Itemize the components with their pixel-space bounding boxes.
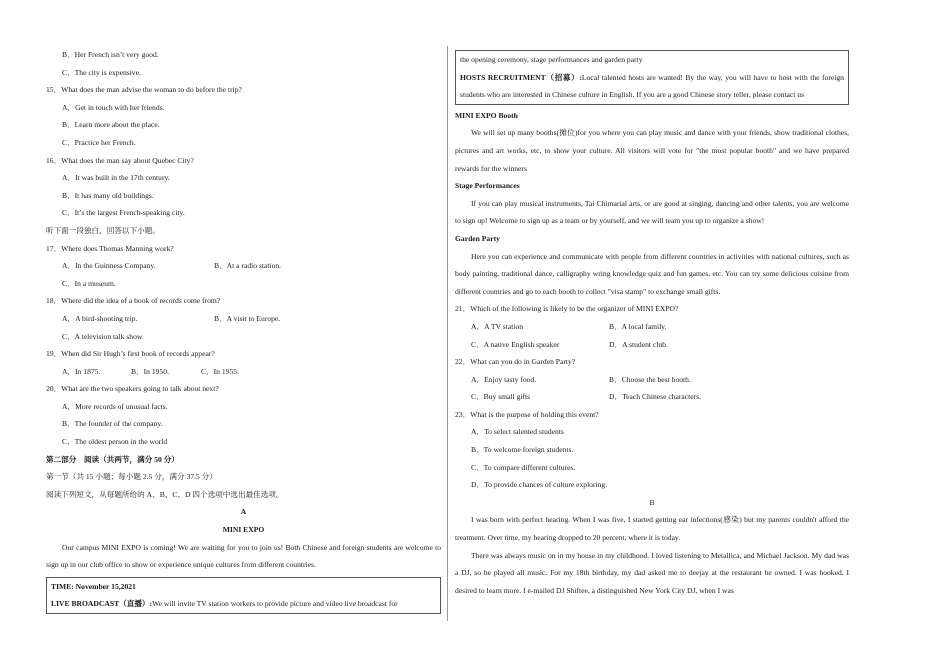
q22-option-a: A．Enjoy tasty food. — [471, 374, 537, 384]
q19-option-c: C．In 1955. — [201, 366, 239, 376]
hosts-text: Local talented hosts are wanted! By the way, you will have to host with the foreign students who are interested in Chinese culture in English. If you are a good Chinese story teller, please contact us — [460, 72, 844, 100]
passage-a-title: MINI EXPO — [222, 525, 265, 535]
monologue-instruction: 听下面一段独白，回答以下小题。 — [46, 225, 160, 235]
q17-option-c: C．In a museum. — [62, 278, 116, 288]
box-time: TIME: November 15,2021 — [51, 581, 136, 591]
passage-b-paragraph-1: I was born with perfect hearing. When I was five, I started getting ear infections(感染) but my parents couldn't afford the treatment. Over time, my hearing dropped to 20 percent, where it is today. — [455, 515, 849, 543]
q23-option-c: C．To compare different cultures. — [471, 462, 576, 472]
box-continuation: the opening ceremony, stage performances and garden party — [460, 55, 643, 64]
q19-option-a: A．In 1875. — [62, 366, 101, 376]
booth-text: We will set up many booths(摊位)for you where you can play music and dance with your friends, show traditional clothes, pictures and art works, etc, to show your culture. All visitors will vote for "the most popular booth" and we have prepared rewards for the winners — [455, 128, 849, 173]
q17-option-a: A．In the Guinness Company. — [62, 261, 156, 271]
section1-title: 第一节（共 15 小题；每小题 2.5 分，满分 37.5 分） — [46, 472, 217, 482]
stage-text: If you can play musical instruments, Tai Chimarial arts, or are good at singing, dancing and other talents, you are welcome to sign up! Welcome to sign up as a team or by yourself, and we will team you up to organize a show! — [455, 198, 849, 226]
q16-option-a: A．It was built in the 17th century. — [62, 173, 170, 183]
passage-b-paragraph-2: There was always music on in my house in my childhood. I loved listening to Metallica, and Michael Jackson. My dad was a DJ, so he played all music. For my 18th birthday, my dad asked me to deejay at the restaurant he owned. I was hooked. I desired to learn more. I e-mailed DJ Shiftee, a distinguished New York City DJ, when I was — [455, 550, 849, 595]
passage-a-intro: Our campus MINI EXPO is coming! We are waiting for you to join us! Both Chinese and foreign students are welcome to sign up in our club office to show or experience unique cultures from different countries. — [46, 542, 441, 570]
garden-heading: Garden Party — [455, 233, 500, 243]
box-live-label: LIVE BROADCAST（直播）: — [51, 599, 153, 609]
q21-options-row1 — [455, 318, 849, 336]
column-divider — [447, 46, 448, 621]
passage-a-letter: A — [240, 507, 247, 517]
q16-question: 16．What does the man say about Quebec City? — [46, 155, 194, 165]
q14-option-c: C．The city is expensive. — [62, 67, 141, 77]
q18-option-b: B．A visit to Europe. — [214, 313, 281, 323]
q17-option-b: B．At a radio station. — [214, 261, 282, 271]
passage-b-letter: B — [649, 497, 655, 507]
q22-option-c: C．Buy small gifts — [471, 392, 531, 402]
right-column — [455, 46, 849, 599]
garden-text: Here you can experience and communicate with people from different countries in activities with national cultures, such as body painting, traditional dance, calligraphy wring knowledge quiz and fun games, etc. You can try some delicious cuisine from different countries and go to each booth to collect "visa stamp" to exchange small gifts. — [455, 251, 849, 296]
q21-option-c: C．A native English speaker — [471, 339, 560, 349]
q20-option-a: A．More records of unusual facts. — [62, 401, 168, 411]
q15-question: 15．What does the man advise the woman to do before the trip? — [46, 85, 242, 95]
q21-question: 21．Which of the following is likely to be the organizer of MINI EXPO? — [455, 304, 679, 314]
q18-option-c: C．A television talk show. — [62, 331, 144, 341]
q18-question: 18．Where did the idea of a book of records come from? — [46, 296, 221, 306]
q22-options-row1 — [455, 371, 849, 389]
q18-option-a: A．A bird-shooting trip. — [62, 313, 138, 323]
q21-options-row2 — [455, 336, 849, 354]
q23-option-a: A．To select talented students — [471, 427, 564, 437]
q20-option-c: C．The oldest person in the world — [62, 437, 168, 447]
q16-option-c: C．It’s the largest French-speaking city. — [62, 208, 185, 218]
left-column — [46, 46, 441, 614]
q21-option-a: A．A TV station — [471, 321, 524, 331]
q21-option-b: B．A local family. — [609, 321, 667, 331]
q23-option-d: D．To provide chances of culture exploring. — [471, 480, 608, 490]
q22-question: 22．What can you do in Garden Party? — [455, 357, 576, 367]
info-box-left — [46, 577, 441, 614]
q20-question: 20．What are the two speakers going to talk about next? — [46, 384, 219, 394]
hosts-label: HOSTS RECRUITMENT（招募）: — [460, 72, 582, 82]
q15-option-c: C．Practice her French. — [62, 137, 136, 147]
reading-instruction: 阅读下列短文，从每题所给的 A、B、C、D 四个选项中选出最佳选项。 — [46, 489, 284, 499]
q18-options-row — [46, 310, 441, 328]
q15-option-a: A．Get in touch with her friends. — [62, 102, 165, 112]
q19-option-b: B．In 1950. — [131, 366, 169, 376]
hosts-recruitment — [460, 69, 844, 104]
booth-heading: MINI EXPO Booth — [455, 110, 518, 120]
q23-question: 23．What is the purpose of holding this event? — [455, 409, 599, 419]
info-box-right — [455, 50, 849, 105]
q16-option-b: B．It has many old buildings. — [62, 190, 154, 200]
q22-option-d: D．Teach Chinese characters. — [609, 392, 702, 402]
q22-options-row2 — [455, 388, 849, 406]
stage-heading: Stage Performances — [455, 181, 520, 191]
q17-question: 17．Where does Thomas Manning work? — [46, 243, 174, 253]
q21-option-d: D．A student club. — [609, 339, 668, 349]
q19-question: 19．When did Sir Hugh’s first book of records appear? — [46, 349, 215, 359]
q19-options-row — [46, 363, 441, 381]
q17-options-row — [46, 257, 441, 275]
q23-option-b: B．To welcome foreign students. — [471, 445, 574, 455]
q14-option-b: B．Her French isn’t very good. — [62, 50, 159, 59]
q22-option-b: B．Choose the best booth. — [609, 374, 691, 384]
q20-option-b: B．The founder of the company. — [62, 419, 163, 429]
box-live-broadcast — [51, 595, 436, 613]
part2-title: 第二部分 阅读（共两节，满分 50 分） — [46, 454, 179, 464]
q15-option-b: B．Learn more about the place. — [62, 120, 160, 130]
box-live-text: We will invite TV station workers to provide picture and video live broadcast for — [152, 599, 398, 609]
